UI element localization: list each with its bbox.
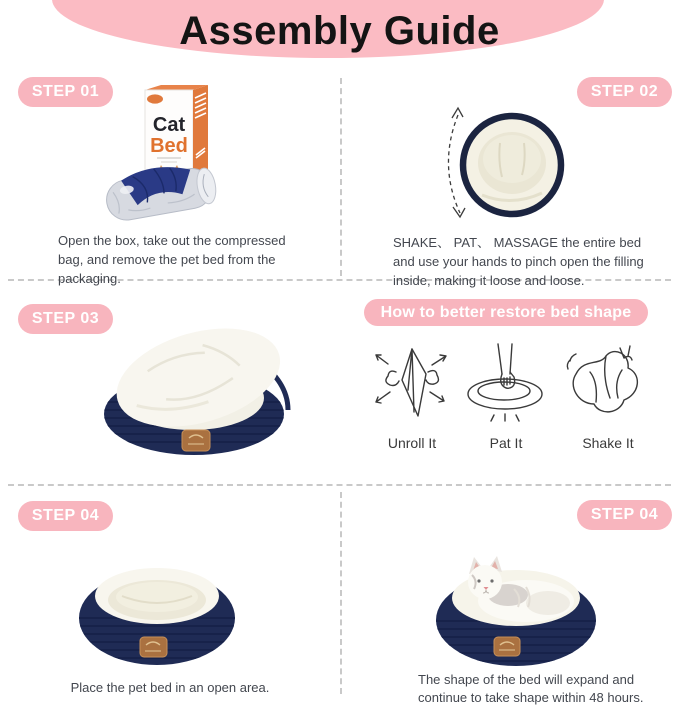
pat-it-icon [460, 342, 552, 426]
brand-patch [140, 637, 167, 657]
brand-patch [494, 637, 520, 656]
step-04-right-badge: STEP 04 [577, 500, 672, 530]
box-title-bed: Bed [150, 135, 188, 157]
howto-item-pat [458, 342, 554, 451]
divider-vertical-top [340, 78, 342, 276]
step-04-left-caption: Place the pet bed in an open area. [70, 680, 270, 695]
step-01-caption: Open the box, take out the compressed bag, and remove the pet bed from the packaging. [58, 233, 286, 286]
step-04-left-badge: STEP 04 [18, 501, 113, 531]
step-03-illustration [92, 318, 302, 473]
step-04-right-illustration [428, 545, 608, 680]
step-03-badge: STEP 03 [18, 304, 113, 334]
page-title: Assembly Guide [179, 9, 500, 53]
step-02-badge: STEP 02 [577, 77, 672, 107]
brand-patch [182, 430, 210, 451]
step-02-illustration [422, 103, 590, 233]
unroll-it-icon [366, 342, 458, 426]
cat-bed-box-art [95, 82, 255, 232]
divider-vertical-bottom [340, 492, 342, 694]
cat-in-bed-art [428, 545, 608, 675]
step-02-caption: SHAKE、 PAT、 MASSAGE the entire bed and use your hands to pinch open the filling inside, making it loose and loose. [393, 235, 644, 288]
divider-horizontal-2 [8, 484, 671, 486]
shake-it-icon [562, 342, 654, 426]
box-title-cat: Cat [152, 114, 186, 136]
bed-top-view-art [422, 103, 590, 228]
step-01-illustration [95, 82, 255, 237]
step-01-badge: STEP 01 [18, 77, 113, 107]
howto-label-shake: Shake It [582, 435, 634, 451]
round-bed-art [72, 548, 242, 673]
howto-label-pat: Pat It [489, 435, 523, 451]
howto-label-unroll: Unroll It [387, 435, 437, 451]
howto-item-shake [560, 342, 656, 451]
howto-title-pill: How to better restore bed shape [364, 299, 648, 326]
bed-pillow-art [92, 318, 302, 468]
box-logo-icon [147, 94, 163, 103]
step-04-left-illustration [72, 548, 242, 678]
howto-item-unroll [364, 342, 460, 451]
step-04-right-caption: The shape of the bed will expand and continue to take shape within 48 hours. [418, 672, 644, 705]
